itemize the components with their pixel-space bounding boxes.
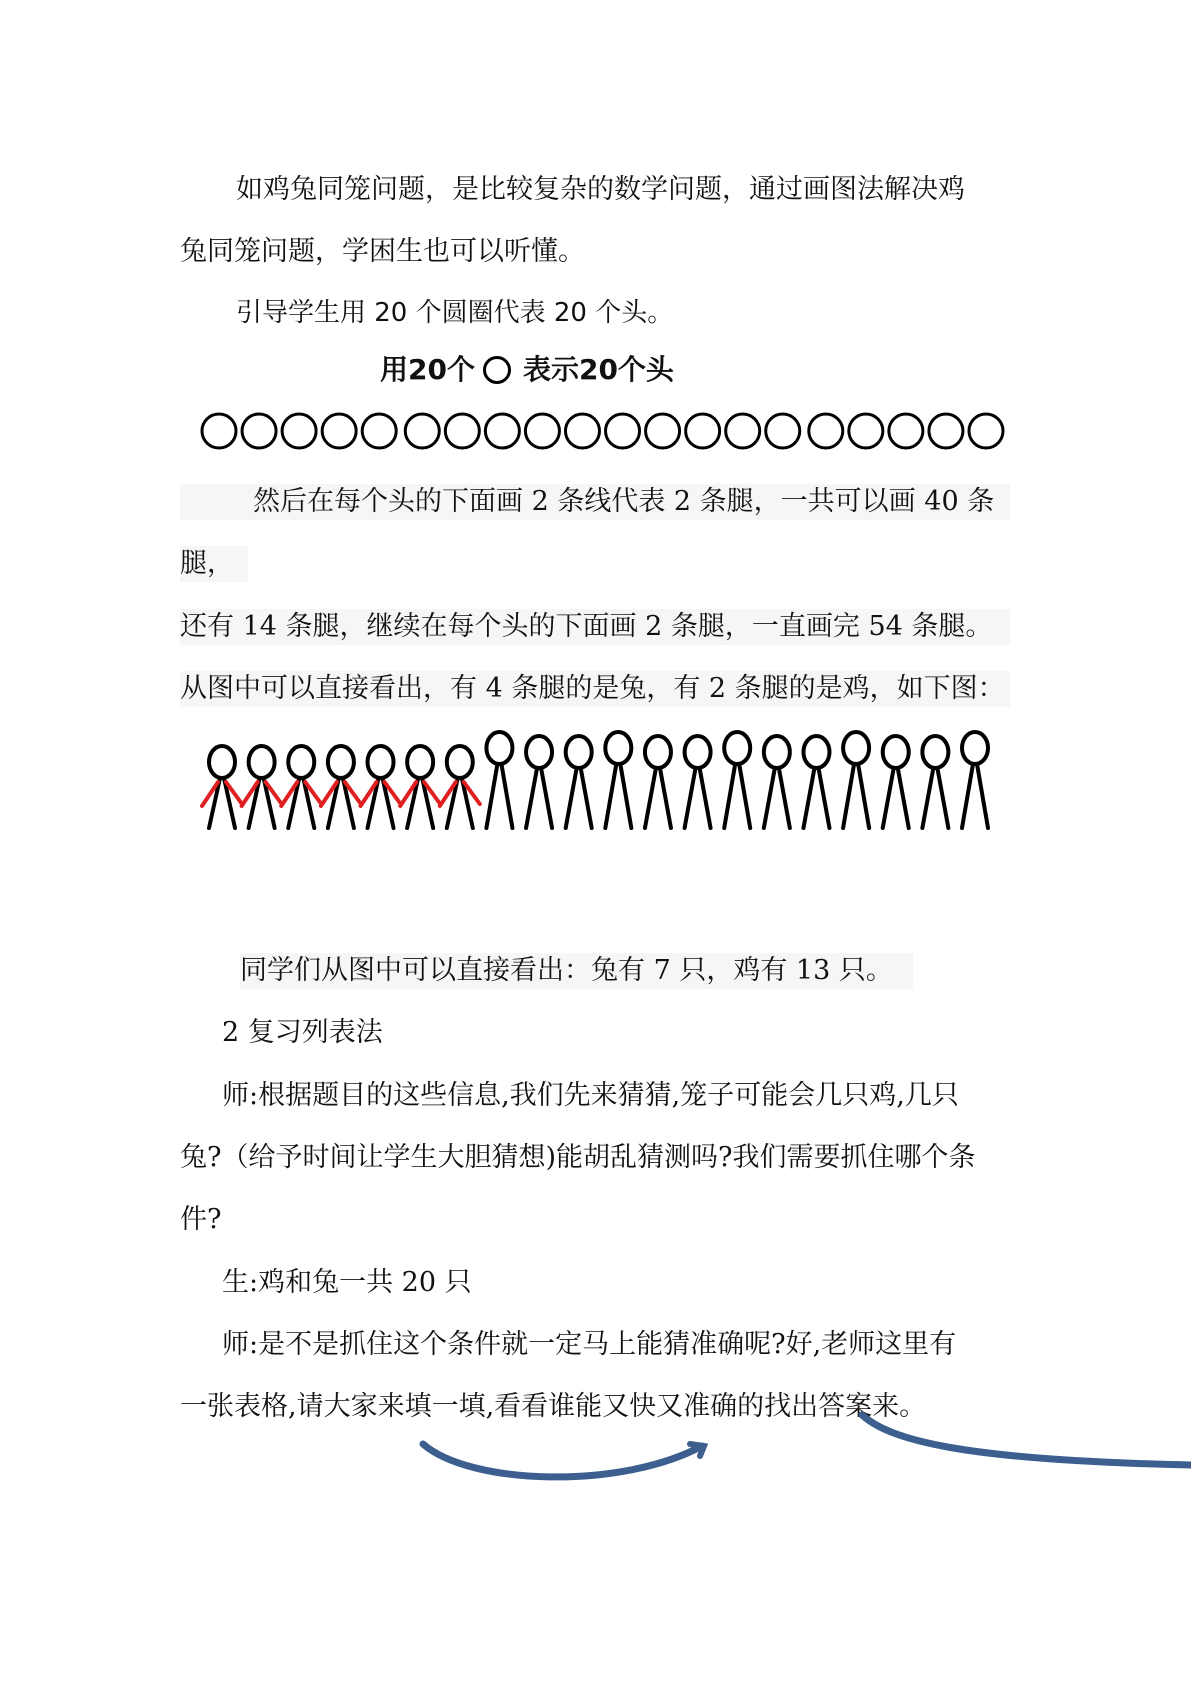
figure-head — [843, 732, 869, 764]
paragraph-6: 同学们从图中可以直接看出：兔有 7 只，鸡有 13 只。 — [240, 953, 913, 989]
figure-head — [645, 736, 671, 768]
figure-head — [724, 732, 750, 764]
leg — [843, 764, 854, 828]
figure-head — [407, 746, 433, 778]
circle-icon — [483, 356, 511, 384]
figure-head — [526, 736, 552, 768]
head-circle — [445, 414, 479, 448]
paragraph-8-line-2: 兔?（给予时间让学生大胆猜想)能胡乱猜测吗?我们需要抓住哪个条 — [180, 1142, 976, 1173]
figure-head — [288, 746, 314, 778]
figure-head — [209, 746, 235, 778]
handwritten-arcs — [0, 1400, 1191, 1520]
leg — [685, 768, 696, 828]
chicken-figure — [883, 736, 909, 828]
leg — [898, 768, 909, 828]
chicken-figure — [526, 736, 552, 828]
leg — [779, 768, 790, 828]
paragraph-3-line-1: 然后在每个头的下面画 2 条线代表 2 条腿，一共可以画 40 条 — [180, 484, 1010, 520]
head-circle — [809, 414, 843, 448]
figure-1-title — [380, 350, 674, 390]
twenty-heads-figure — [0, 404, 1191, 464]
leg — [883, 768, 894, 828]
paragraph-5: 从图中可以直接看出，有 4 条腿的是兔，有 2 条腿的是鸡，如下图： — [180, 671, 1010, 707]
paragraph-2: 引导学生用 20 个圆圈代表 20 个头。 — [236, 298, 674, 328]
figure-1-title-left: 用20个 — [380, 353, 475, 386]
figure-head — [249, 746, 275, 778]
head-circle — [889, 414, 923, 448]
figure-head — [883, 736, 909, 768]
chicken-figure — [803, 736, 829, 828]
head-circle — [969, 414, 1003, 448]
head-circle — [405, 414, 439, 448]
rabbit-figure — [321, 746, 361, 828]
leg — [660, 768, 671, 828]
paragraph-10-line-2: 一张表格,请大家来填一填,看看谁能又快又准确的找出答案来。 — [180, 1391, 927, 1422]
figure-head — [685, 736, 711, 768]
figure-head — [764, 736, 790, 768]
leg — [977, 764, 988, 828]
arc-right — [862, 1415, 1191, 1465]
figure-head — [447, 746, 473, 778]
chicken-figure — [843, 732, 869, 828]
stick-figures-diagram — [0, 720, 1191, 840]
chicken-figure — [764, 736, 790, 828]
head-circle — [242, 414, 276, 448]
head-circle — [726, 414, 760, 448]
arc-left — [423, 1444, 702, 1477]
leg — [486, 764, 497, 828]
figure-head — [486, 732, 512, 764]
head-circle — [606, 414, 640, 448]
rabbit-figure — [242, 746, 282, 828]
figure-head — [803, 736, 829, 768]
head-circle — [686, 414, 720, 448]
leg — [501, 764, 512, 828]
rabbit-figure — [400, 746, 440, 828]
chicken-figure — [645, 736, 671, 828]
leg — [620, 764, 631, 828]
rabbit-figure — [361, 746, 401, 828]
leg — [858, 764, 869, 828]
figure-head — [962, 732, 988, 764]
leg — [922, 768, 933, 828]
chicken-figure — [566, 736, 592, 828]
leg — [803, 768, 814, 828]
head-circle — [766, 414, 800, 448]
leg — [937, 768, 948, 828]
leg — [645, 768, 656, 828]
head-circle — [525, 414, 559, 448]
figure-head — [368, 746, 394, 778]
head-circle — [322, 414, 356, 448]
figure-head — [566, 736, 592, 768]
paragraph-10-line-1: 师:是不是抓住这个条件就一定马上能猜准确呢?好,老师这里有 — [222, 1329, 957, 1360]
chicken-figure — [962, 732, 988, 828]
paragraph-9: 生:鸡和兔一共 20 只 — [222, 1267, 472, 1298]
head-circle — [485, 414, 519, 448]
head-circle — [929, 414, 963, 448]
paragraph-1-line-2: 兔同笼问题，学困生也可以听懂。 — [180, 236, 585, 267]
figure-head — [328, 746, 354, 778]
chicken-figure — [605, 732, 631, 828]
leg — [566, 768, 577, 828]
rabbit-figure — [281, 746, 321, 828]
leg — [818, 768, 829, 828]
head-circle — [202, 414, 236, 448]
head-circle — [282, 414, 316, 448]
paragraph-4: 还有 14 条腿，继续在每个头的下面画 2 条腿，一直画完 54 条腿。 — [180, 609, 1010, 645]
leg — [724, 764, 735, 828]
leg — [962, 764, 973, 828]
leg — [526, 768, 537, 828]
chicken-figure — [685, 736, 711, 828]
paragraph-1-line-1: 如鸡兔同笼问题，是比较复杂的数学问题，通过画图法解决鸡 — [236, 174, 965, 205]
head-circle — [849, 414, 883, 448]
figure-head — [605, 732, 631, 764]
leg — [581, 768, 592, 828]
figure-1-title-right: 表示20个头 — [522, 353, 674, 386]
chicken-figure — [922, 736, 948, 828]
paragraph-7-heading: 2 复习列表法 — [222, 1017, 383, 1048]
rabbit-figure — [440, 746, 480, 828]
chicken-figure — [724, 732, 750, 828]
figure-head — [922, 736, 948, 768]
head-circle — [565, 414, 599, 448]
leg — [764, 768, 775, 828]
head-circle — [362, 414, 396, 448]
leg — [739, 764, 750, 828]
head-circle — [646, 414, 680, 448]
leg — [700, 768, 711, 828]
leg — [605, 764, 616, 828]
leg — [541, 768, 552, 828]
paragraph-8-line-3: 件? — [180, 1204, 222, 1235]
paragraph-8-line-1: 师:根据题目的这些信息,我们先来猜猜,笼子可能会几只鸡,几只 — [222, 1080, 959, 1111]
paragraph-3-line-2: 腿， — [180, 546, 248, 582]
rabbit-figure — [202, 746, 242, 828]
chicken-figure — [486, 732, 512, 828]
